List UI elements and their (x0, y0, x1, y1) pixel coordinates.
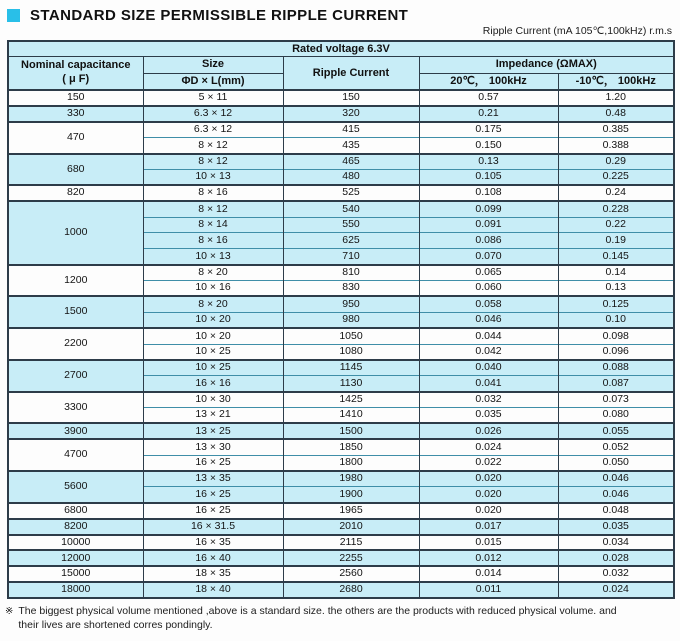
impedance-minus10c-cell: 0.24 (558, 185, 674, 201)
size-cell: 16 × 25 (143, 503, 283, 519)
size-cell: 16 × 25 (143, 487, 283, 503)
impedance-20c-cell: 0.040 (419, 360, 558, 376)
ripple-current-cell: 435 (283, 138, 419, 154)
ripple-current-cell: 980 (283, 312, 419, 328)
impedance-20c-cell: 0.011 (419, 582, 558, 598)
impedance-20c-cell: 0.015 (419, 535, 558, 551)
reference-mark-icon: ※ (5, 606, 14, 617)
ripple-current-cell: 810 (283, 265, 419, 281)
impedance-20c-cell: 0.020 (419, 471, 558, 487)
size-header: Size (143, 56, 283, 73)
impedance-20c-cell: 0.058 (419, 296, 558, 312)
impedance-minus10c-cell: 0.080 (558, 408, 674, 424)
table-row (8, 265, 674, 281)
impedance-20c-cell: 0.070 (419, 249, 558, 265)
ripple-current-cell: 1130 (283, 376, 419, 392)
size-cell: 10 × 13 (143, 249, 283, 265)
ripple-current-cell: 710 (283, 249, 419, 265)
ripple-current-cell: 1410 (283, 408, 419, 424)
impedance-20c-cell: 0.035 (419, 408, 558, 424)
ripple-current-cell: 1080 (283, 344, 419, 360)
ripple-current-cell: 1050 (283, 328, 419, 344)
size-cell: 16 × 35 (143, 535, 283, 551)
size-cell: 5 × 11 (143, 90, 283, 106)
nominal-capacitance-label: Nominal capacitance (21, 59, 131, 71)
size-cell: 13 × 30 (143, 439, 283, 455)
table-row (8, 423, 674, 439)
impedance-20c-cell: 0.150 (419, 138, 558, 154)
ripple-current-cell: 465 (283, 154, 419, 170)
impedance-20c-cell: 0.57 (419, 90, 558, 106)
ripple-current-cell: 2255 (283, 550, 419, 566)
impedance-minus10c-cell: 0.048 (558, 503, 674, 519)
impedance-minus10c-cell: 0.087 (558, 376, 674, 392)
ripple-current-cell: 1900 (283, 487, 419, 503)
size-cell: 10 × 25 (143, 360, 283, 376)
ripple-current-cell: 625 (283, 233, 419, 249)
impedance-minus10c-cell: 0.024 (558, 582, 674, 598)
page-title: STANDARD SIZE PERMISSIBLE RIPPLE CURRENT (30, 7, 409, 24)
impedance-20c-cell: 0.042 (419, 344, 558, 360)
ripple-current-cell: 2680 (283, 582, 419, 598)
impedance-header: Impedance (ΩMAX) (419, 56, 674, 73)
table-row (8, 201, 674, 217)
impedance-20c-cell: 0.026 (419, 423, 558, 439)
ripple-current-cell: 550 (283, 217, 419, 233)
impedance-minus10c-cell: 0.13 (558, 281, 674, 297)
size-cell: 8 × 16 (143, 185, 283, 201)
impedance-minus10c-cell: 0.046 (558, 487, 674, 503)
header-row-main (8, 56, 674, 73)
capacitance-cell: 5600 (8, 471, 143, 503)
capacitance-cell: 3300 (8, 392, 143, 424)
impedance-20c-cell: 0.108 (419, 185, 558, 201)
capacitance-cell: 10000 (8, 535, 143, 551)
impedance-minus10c-cell: 0.385 (558, 122, 674, 138)
size-cell: 10 × 13 (143, 169, 283, 185)
impedance-minus10c-cell: 1.20 (558, 90, 674, 106)
nominal-capacitance-unit: ( μ F) (62, 72, 90, 85)
impedance-20c-cell: 0.017 (419, 519, 558, 535)
impedance-20c-cell: 0.175 (419, 122, 558, 138)
ripple-current-cell: 1425 (283, 392, 419, 408)
impedance-minus10c-cell: 0.145 (558, 249, 674, 265)
impedance-minus10c-cell: 0.14 (558, 265, 674, 281)
impedance-20c-cell: 0.014 (419, 566, 558, 582)
table-row (8, 360, 674, 376)
section-header (7, 7, 680, 24)
table-row (8, 503, 674, 519)
impedance-20c-cell: 0.21 (419, 106, 558, 122)
ripple-current-header: Ripple Current (283, 56, 419, 90)
impedance-minus10c-cell: 0.19 (558, 233, 674, 249)
impedance-minus10c-cell: 0.48 (558, 106, 674, 122)
impedance-20c-cell: 0.091 (419, 217, 558, 233)
table-row (8, 185, 674, 201)
size-cell: 13 × 25 (143, 423, 283, 439)
impedance-minus10c-cell: 0.034 (558, 535, 674, 551)
capacitance-cell: 15000 (8, 566, 143, 582)
table-row (8, 550, 674, 566)
size-dimensions-header: ΦD × L(mm) (143, 73, 283, 90)
impedance-minus10c-cell: 0.098 (558, 328, 674, 344)
ripple-current-cell: 1500 (283, 423, 419, 439)
capacitance-cell: 3900 (8, 423, 143, 439)
table-row (8, 106, 674, 122)
impedance-20c-cell: 0.046 (419, 312, 558, 328)
impedance-20c-cell: 0.105 (419, 169, 558, 185)
ripple-current-table (7, 40, 675, 599)
table-row (8, 471, 674, 487)
size-cell: 8 × 12 (143, 138, 283, 154)
size-cell: 8 × 12 (143, 154, 283, 170)
ripple-current-cell: 1980 (283, 471, 419, 487)
impedance-20c-cell: 0.032 (419, 392, 558, 408)
size-cell: 13 × 21 (143, 408, 283, 424)
capacitance-cell: 18000 (8, 582, 143, 598)
impedance-20c-cell: 0.024 (419, 439, 558, 455)
impedance-minus10c-cell: 0.073 (558, 392, 674, 408)
size-cell: 8 × 20 (143, 296, 283, 312)
ripple-current-cell: 1145 (283, 360, 419, 376)
impedance-minus10c-cell: 0.22 (558, 217, 674, 233)
nominal-capacitance-header (8, 56, 143, 90)
capacitance-cell: 2700 (8, 360, 143, 392)
size-cell: 10 × 20 (143, 312, 283, 328)
ripple-current-cell: 525 (283, 185, 419, 201)
capacitance-cell: 1000 (8, 201, 143, 265)
ripple-current-cell: 480 (283, 169, 419, 185)
impedance-20c-cell: 0.041 (419, 376, 558, 392)
size-cell: 16 × 31.5 (143, 519, 283, 535)
ripple-current-units-note: Ripple Current (mA 105℃,100kHz) r.m.s (482, 25, 672, 37)
impedance-20c-cell: 0.086 (419, 233, 558, 249)
impedance-minus10c-header: -10℃， 100kHz (558, 73, 674, 90)
impedance-minus10c-cell: 0.228 (558, 201, 674, 217)
impedance-20c-cell: 0.13 (419, 154, 558, 170)
size-cell: 8 × 20 (143, 265, 283, 281)
impedance-minus10c-cell: 0.088 (558, 360, 674, 376)
impedance-minus10c-cell: 0.035 (558, 519, 674, 535)
size-cell: 18 × 40 (143, 582, 283, 598)
impedance-minus10c-cell: 0.055 (558, 423, 674, 439)
ripple-current-cell: 2115 (283, 535, 419, 551)
capacitance-cell: 150 (8, 90, 143, 106)
footnote (5, 605, 672, 632)
ripple-current-cell: 1965 (283, 503, 419, 519)
capacitance-cell: 330 (8, 106, 143, 122)
size-cell: 16 × 40 (143, 550, 283, 566)
capacitance-cell: 12000 (8, 550, 143, 566)
footnote-line-1: The biggest physical volume mentioned ,above is a standard size. the others are the products with reduced physical volume. and (18, 605, 617, 617)
ripple-current-cell: 1850 (283, 439, 419, 455)
impedance-20c-cell: 0.020 (419, 503, 558, 519)
table-row (8, 122, 674, 138)
impedance-20c-cell: 0.099 (419, 201, 558, 217)
table-body (8, 90, 674, 598)
impedance-minus10c-cell: 0.050 (558, 455, 674, 471)
impedance-20c-header: 20℃， 100kHz (419, 73, 558, 90)
capacitance-cell: 6800 (8, 503, 143, 519)
table-row (8, 296, 674, 312)
size-cell: 6.3 × 12 (143, 106, 283, 122)
table-header (8, 41, 674, 90)
impedance-minus10c-cell: 0.046 (558, 471, 674, 487)
impedance-minus10c-cell: 0.052 (558, 439, 674, 455)
impedance-20c-cell: 0.022 (419, 455, 558, 471)
capacitance-cell: 1200 (8, 265, 143, 297)
ripple-current-cell: 415 (283, 122, 419, 138)
size-cell: 6.3 × 12 (143, 122, 283, 138)
impedance-20c-cell: 0.060 (419, 281, 558, 297)
impedance-minus10c-cell: 0.225 (558, 169, 674, 185)
capacitance-cell: 680 (8, 154, 143, 186)
impedance-minus10c-cell: 0.125 (558, 296, 674, 312)
table-row (8, 582, 674, 598)
impedance-minus10c-cell: 0.096 (558, 344, 674, 360)
size-cell: 10 × 16 (143, 281, 283, 297)
size-cell: 8 × 12 (143, 201, 283, 217)
ripple-current-cell: 2010 (283, 519, 419, 535)
capacitance-cell: 820 (8, 185, 143, 201)
rated-voltage-cell: Rated voltage 6.3V (8, 41, 674, 56)
impedance-20c-cell: 0.044 (419, 328, 558, 344)
table-row (8, 519, 674, 535)
size-cell: 18 × 35 (143, 566, 283, 582)
size-cell: 8 × 14 (143, 217, 283, 233)
size-cell: 8 × 16 (143, 233, 283, 249)
table-row (8, 392, 674, 408)
footnote-text (18, 605, 616, 632)
ripple-current-cell: 950 (283, 296, 419, 312)
table-row (8, 439, 674, 455)
capacitance-cell: 1500 (8, 296, 143, 328)
ripple-current-cell: 2560 (283, 566, 419, 582)
impedance-20c-cell: 0.065 (419, 265, 558, 281)
size-cell: 16 × 16 (143, 376, 283, 392)
ripple-current-cell: 150 (283, 90, 419, 106)
size-cell: 10 × 30 (143, 392, 283, 408)
impedance-minus10c-cell: 0.388 (558, 138, 674, 154)
impedance-minus10c-cell: 0.10 (558, 312, 674, 328)
table-row (8, 535, 674, 551)
section-marker-icon (7, 9, 20, 22)
table-row (8, 90, 674, 106)
rated-voltage-row (8, 41, 674, 56)
table-row (8, 154, 674, 170)
size-cell: 16 × 25 (143, 455, 283, 471)
ripple-current-cell: 320 (283, 106, 419, 122)
footnote-line-2: their lives are shortened corres pondingly. (18, 618, 213, 631)
impedance-minus10c-cell: 0.29 (558, 154, 674, 170)
capacitance-cell: 8200 (8, 519, 143, 535)
capacitance-cell: 4700 (8, 439, 143, 471)
size-cell: 10 × 25 (143, 344, 283, 360)
ripple-current-cell: 1800 (283, 455, 419, 471)
table-row (8, 328, 674, 344)
impedance-20c-cell: 0.020 (419, 487, 558, 503)
capacitance-cell: 470 (8, 122, 143, 154)
ripple-current-cell: 540 (283, 201, 419, 217)
ripple-current-cell: 830 (283, 281, 419, 297)
capacitance-cell: 2200 (8, 328, 143, 360)
impedance-20c-cell: 0.012 (419, 550, 558, 566)
size-cell: 13 × 35 (143, 471, 283, 487)
impedance-minus10c-cell: 0.028 (558, 550, 674, 566)
size-cell: 10 × 20 (143, 328, 283, 344)
impedance-minus10c-cell: 0.032 (558, 566, 674, 582)
table-row (8, 566, 674, 582)
